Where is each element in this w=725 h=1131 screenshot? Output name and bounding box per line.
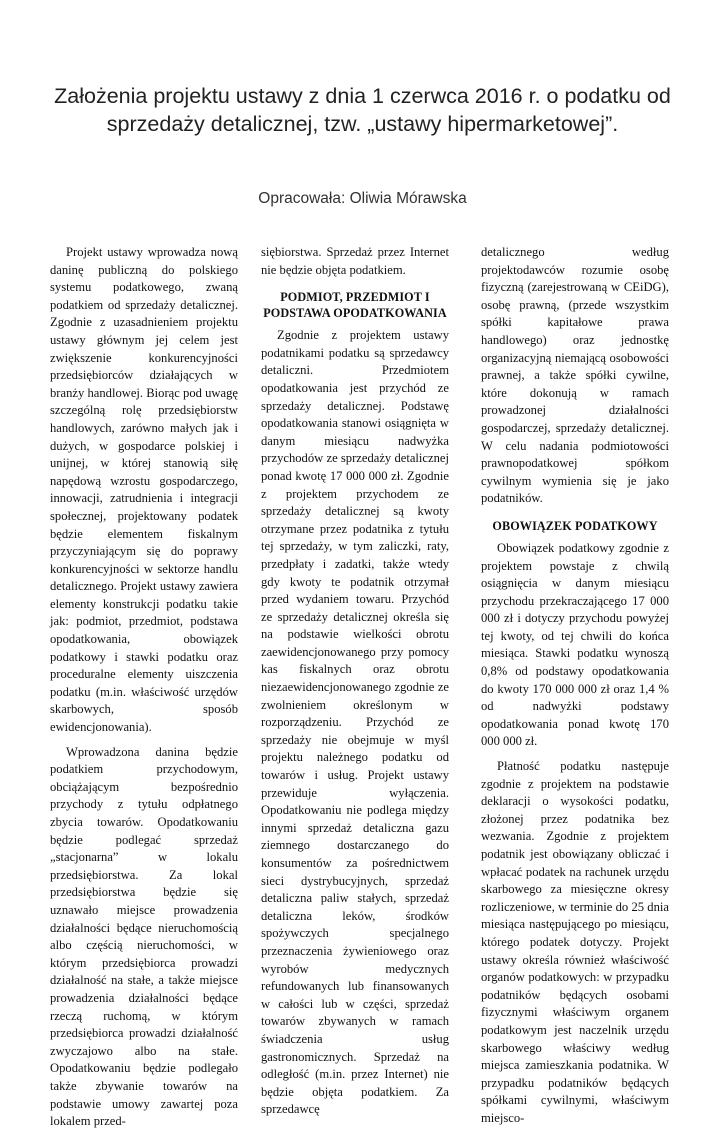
paragraph: Obowiązek podatkowy zgodnie z projektem powstaje z chwilą osiągnięcia w danym miesiącu przychodu przekraczającego 17 000 000 zł i dotyczy przychodu powyżej tej kwoty, od tej chwili do końca miesiąca. Stawki podatku wynoszą 0,8% od podstawy opodatkowania do kwoty 170 000 000 zł oraz 1,4 % od nadwyżki podstawy opodatkowania ponad kwotę 170 000 000 zł. [481,540,669,749]
section-heading: OBOWIĄZEK PODATKOWY [492,518,658,533]
text-column-2 [261,244,449,1119]
text-column-1 [50,244,238,1131]
paragraph: detalicznego według projektodawców rozumie osobę fizyczną (zarejestrowaną w CEiDG), osobę prawną, (przede wszystkim spółki kapitałowe prawa handlowego) oraz jednostkę organizacyjną niemającą osobowości prawnej, a także spółki cywilne, które dokonują w ramach prowadzonej działalności gospodarczej, sprzedaży detalicznej. W celu nadania podmiotowości prawnopodatkowej spółkom cywilnym wymienia się je jako podatników. [481,245,669,506]
text-column-3 [481,244,669,1128]
paragraph: Zgodnie z projektem ustawy podatnikami podatku są sprzedawcy detaliczni. Przedmiotem opodatkowania jest przychód ze sprzedaży detalicznej. Podstawę opodatkowania stanowi osiągnięta w danym miesiącu nadwyżka przychodów ze sprzedaży detalicznej ponad kwotę 17 000 000 zł. Zgodnie z projektem przychodem ze sprzedaży detalicznej są kwoty otrzymane przez podatnika z tytułu tej sprzedaży, w tym zaliczki, raty, przedpłaty i zadatki, także wtedy gdy kwoty te podatnik otrzymał przed wydaniem towaru. Przychód ze sprzedaży detalicznej określa się na podstawie wielkości obrotu zaewidencjonowanego przy pomocy kas fiskalnych oraz obrotu niezaewidencjonowanego zgodnie ze zwolnieniem określonym w rozporządzeniu. Przychód ze sprzedaży nie obejmuje w myśl projektu należnego podatku od towarów i usług. Projekt ustawy przewiduje wyłączenia. Opodatkowaniu nie podlega między innymi sprzedaż detaliczna gazu ziemnego dostarczanego do konsumentów za pośrednictwem sieci dystrybucyjnych, sprzedaż detaliczna paliw stałych, sprzedaż detaliczna leków, środków spożywczych specjalnego przeznaczenia żywieniowego oraz wyrobów medycznych refundowanych lub finansowanych w całości lub w części, sprzedaż towarów zbywanych w ramach świadczenia usług gastronomicznych. Sprzedaż na odległość (m.in. przez Internet) nie będzie objęta podatkiem. Za sprzedawcę [261,328,449,1117]
paragraph: Wprowadzona danina będzie podatkiem przychodowym, obciążającym bezpośrednio przychody z tytułu odpłatnego zbycia towarów. Opodatkowaniu będzie podlegać sprzedaż „stacjonarna” w lokalu przedsiębiorstwa. Za lokal przedsiębiorstwa będzie się uznawało miejsce prowadzenia działalności będące nieruchomością albo częścią nieruchomości, w którym przedsiębiorca prowadzi działalność na stałe, a także miejsce prowadzenia działalności będące rzeczą ruchomą, w którym przedsiębiorca prowadzi działalność zwyczajowo albo na stałe. Opodatkowaniu będzie podlegało także zbywanie towarów na podstawie umowy zawartej poza lokalem przed- [50,744,238,1129]
section-heading: PODMIOT, PRZEDMIOT I PODSTAWA OPODATKOWANIA [263,290,447,321]
author-line: Opracowała: Oliwia Mórawska [258,190,467,207]
paragraph: Płatność podatku następuje zgodnie z projektem na podstawie deklaracji o wysokości podatku, złożonej przez podatnika bez wezwania. Zgodnie z projektem podatnik jest obowiązany obliczać i wpłacać podatek na rachunek urzędu skarbowego za miesięczne okresy rozliczeniowe, w terminie do 25 dnia miesiąca następującego po miesiącu, którego podatek dotyczy. Projekt ustawy określa również właściwość organów podatkowych: w przypadku podatników będących osobami fizycznymi właściwym organem podatkowym jest naczelnik urzędu skarbowego właściwy według miejsca zamieszkania podatnika. W przypadku podatników będących spółkami cywilnymi, właściwym miejsco- [481,759,669,1125]
paragraph: Projekt ustawy wprowadza nową daninę publiczną do polskiego systemu podatkowego, zwaną podatkiem od sprzedaży detalicznej. Zgodnie z uzasadnieniem projektu ustawy głównym jej celem jest zwiększenie konkurencyjności przedsiębiorców działających w branży handlowej. Biorąc pod uwagę szczególną rolę przedsiębiorstw handlowych, zarówno małych jak i dużych, w gospodarce polskiej i unijnej, w której stanowią siłę napędową wzrostu gospodarczego, innowacji, zatrudnienia i integracji społecznej, projektowany podatek będzie elementem fiskalnym przyczyniającym się do poprawy konkurencyjności w sektorze handlu detalicznego. Projekt ustawy zawiera elementy konstrukcji podatku takie jak: podmiot, przedmiot, podstawa opodatkowania, obowiązek podatkowy i stawki podatku oraz proceduralne elementy uiszczenia podatku (m.in. właściwość urzędów skarbowych, sposób ewidencjonowania). [50,245,238,735]
paragraph: siębiorstwa. Sprzedaż przez Internet nie będzie objęta podatkiem. [261,245,449,277]
page-title: Założenia projektu ustawy z dnia 1 czerwca 2016 r. o podatku od sprzedaży detalicznej, tzw. „ustawy hipermarketowej”. [54,84,671,136]
